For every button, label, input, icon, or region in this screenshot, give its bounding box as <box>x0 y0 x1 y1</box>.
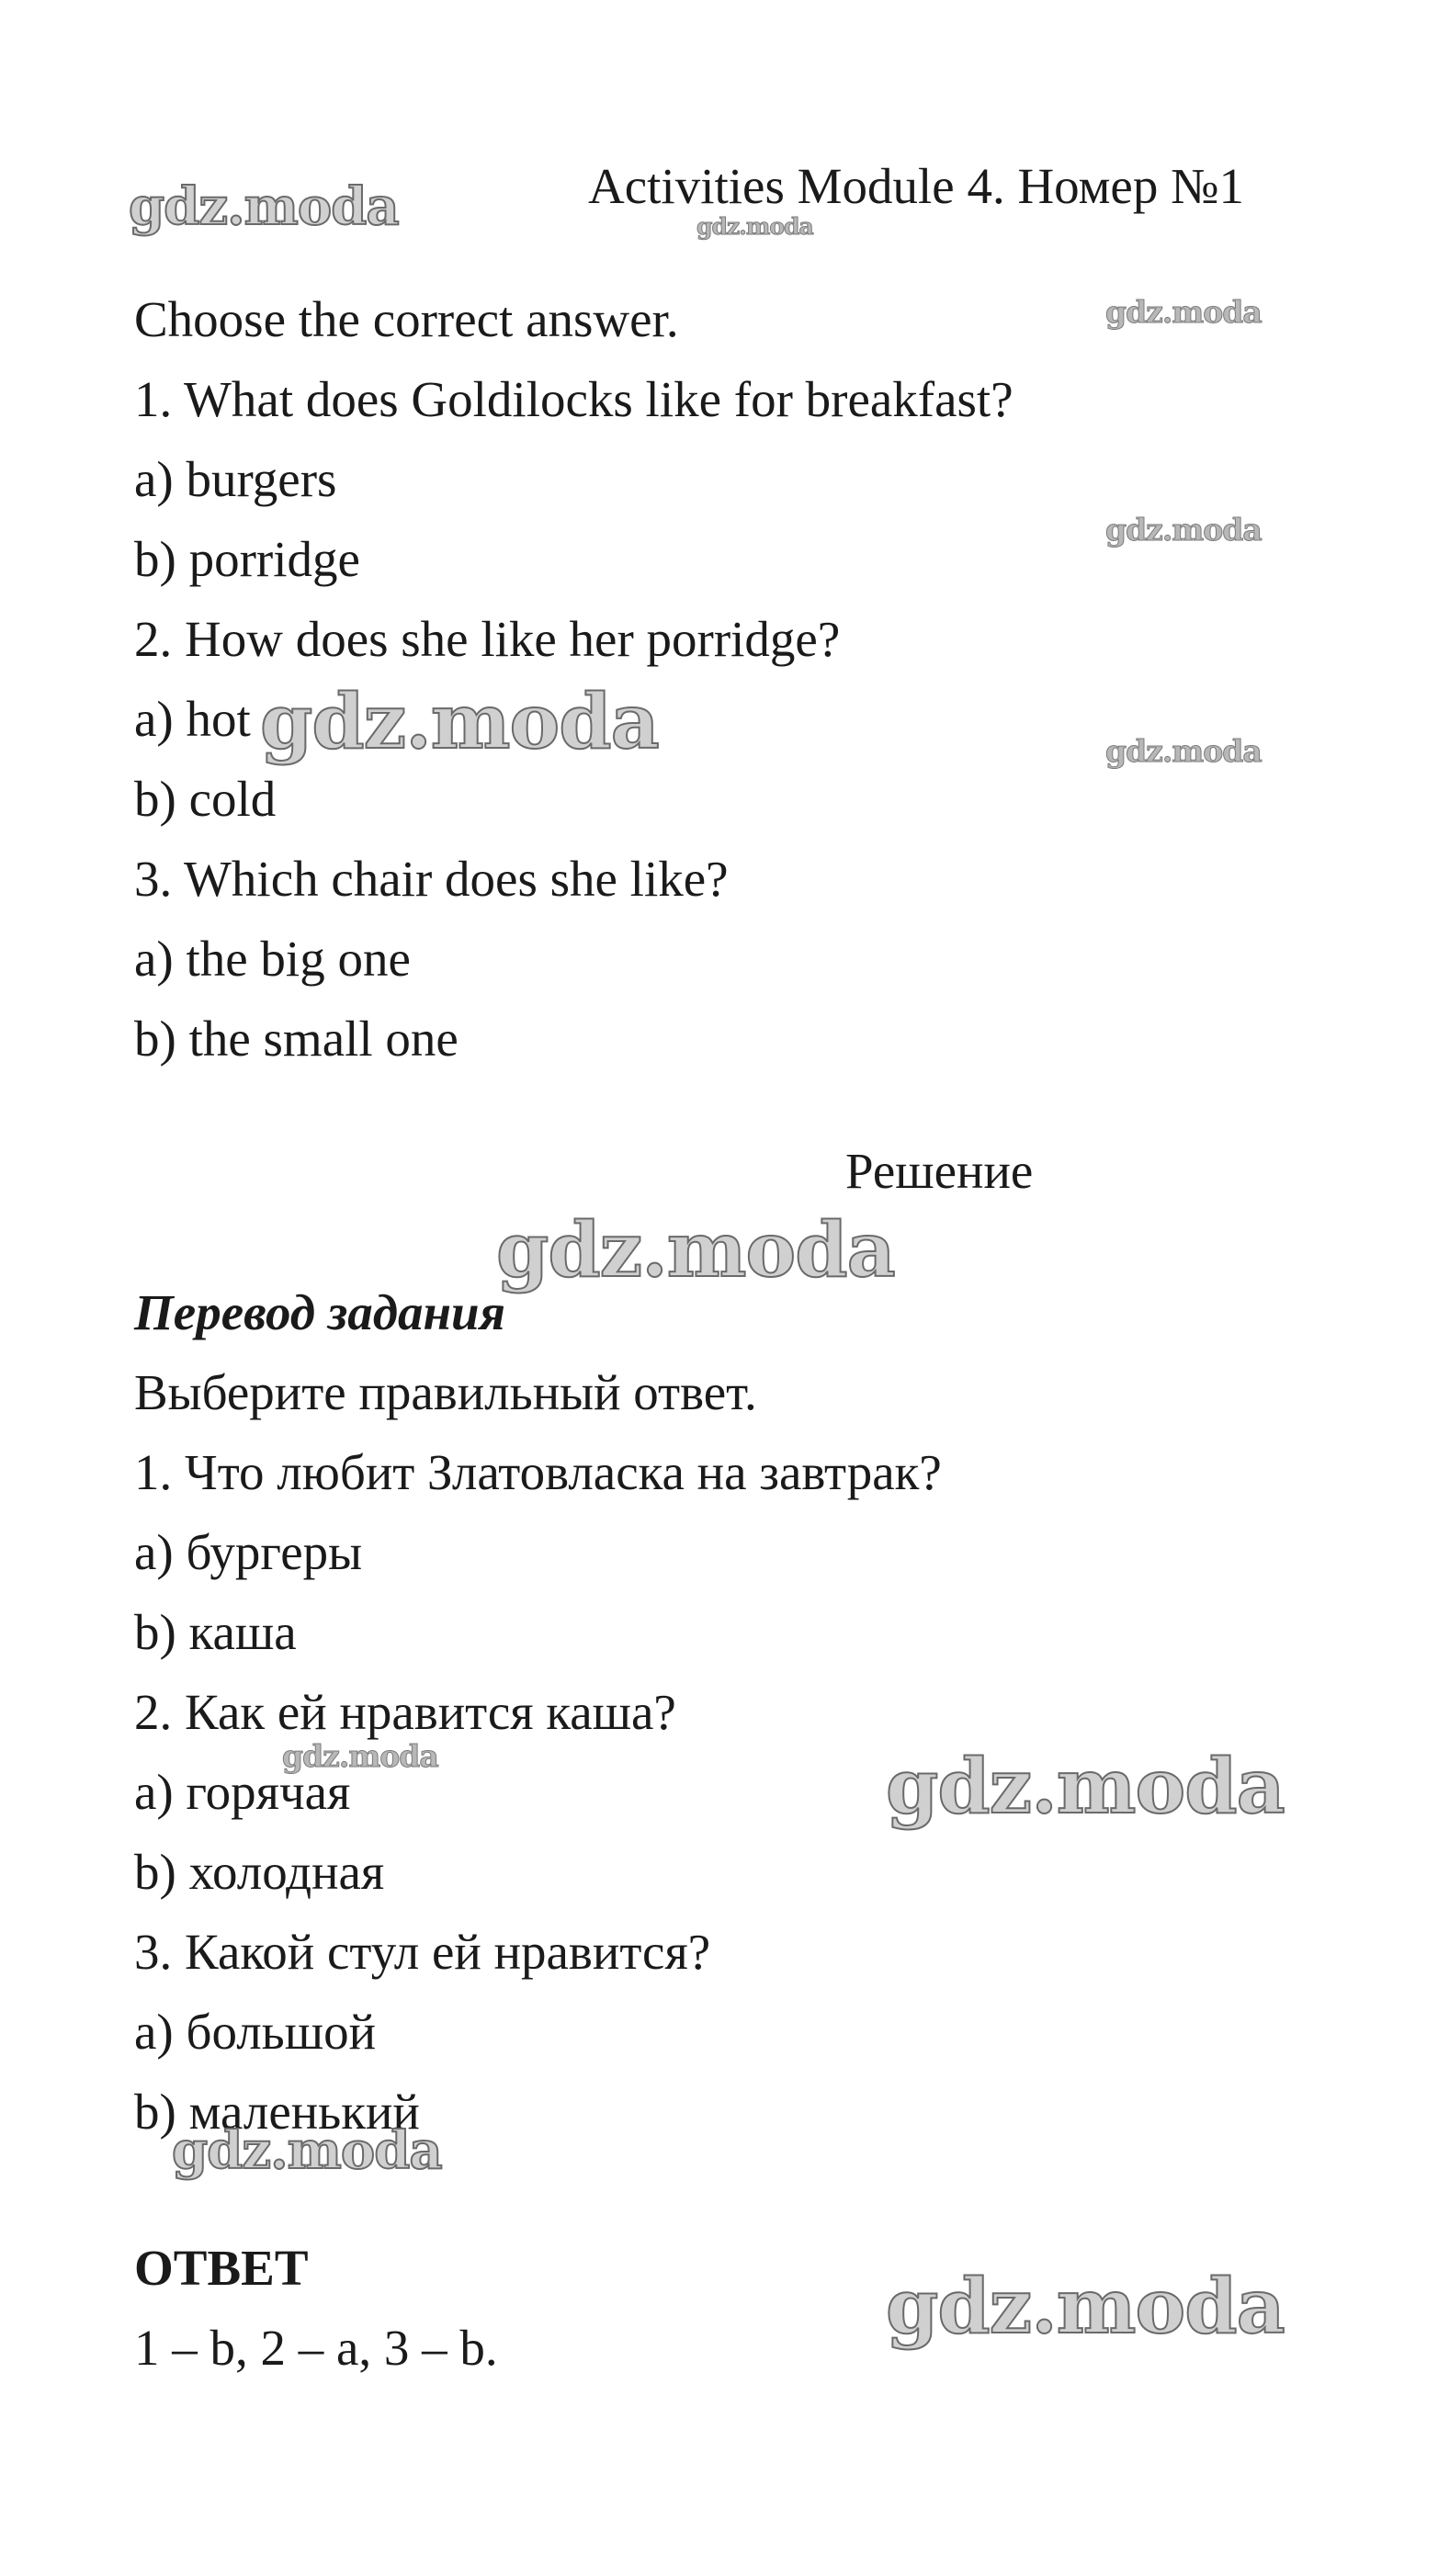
watermark: gdz.moda <box>496 1206 895 1294</box>
watermark: gdz.moda <box>886 1743 1285 1831</box>
solution-label: Решение <box>845 1143 1034 1199</box>
watermark: gdz.moda <box>696 213 813 240</box>
answer-text: 1 – b, 2 – a, 3 – b. <box>134 2320 498 2376</box>
task-instruction: Choose the correct answer. <box>134 291 679 347</box>
question-1-option-a: a) burgers <box>134 451 337 507</box>
watermark: gdz.moda <box>282 1738 438 1774</box>
watermark: gdz.moda <box>129 176 399 237</box>
translation-question-2: 2. Как ей нравится каша? <box>134 1684 676 1740</box>
question-2-option-b: b) cold <box>134 771 277 827</box>
question-3-option-b: b) the small one <box>134 1011 459 1067</box>
translation-question-2-option-b: b) холодная <box>134 1844 385 1900</box>
watermark: gdz.moda <box>172 2120 442 2181</box>
question-3: 3. Which chair does she like? <box>134 851 729 907</box>
question-2-option-a: a) hot <box>134 691 251 747</box>
translation-question-1-option-b: b) каша <box>134 1604 297 1660</box>
translation-heading: Перевод задания <box>134 1284 505 1340</box>
translation-question-2-option-a: a) горячая <box>134 1764 351 1820</box>
translation-question-3-option-b: b) маленький <box>134 2084 420 2140</box>
translation-instruction: Выберите правильный ответ. <box>134 1364 757 1420</box>
question-3-option-a: a) the big one <box>134 931 411 987</box>
question-2: 2. How does she like her porridge? <box>134 611 841 667</box>
translation-question-3: 3. Какой стул ей нравится? <box>134 1924 711 1980</box>
answer-heading: ОТВЕТ <box>134 2240 309 2296</box>
translation-question-3-option-a: a) большой <box>134 2004 377 2060</box>
page-title: Activities Module 4. Номер №1 <box>588 158 1245 214</box>
translation-question-1: 1. Что любит Златовласка на завтрак? <box>134 1444 942 1500</box>
watermark: gdz.moda <box>1105 512 1262 548</box>
question-1: 1. What does Goldilocks like for breakfast? <box>134 371 1013 427</box>
watermark: gdz.moda <box>260 678 659 766</box>
watermark: gdz.moda <box>886 2263 1285 2351</box>
watermark: gdz.moda <box>1105 294 1262 330</box>
question-1-option-b: b) porridge <box>134 531 360 587</box>
translation-question-1-option-a: a) бургеры <box>134 1524 363 1580</box>
watermark: gdz.moda <box>1105 733 1262 769</box>
